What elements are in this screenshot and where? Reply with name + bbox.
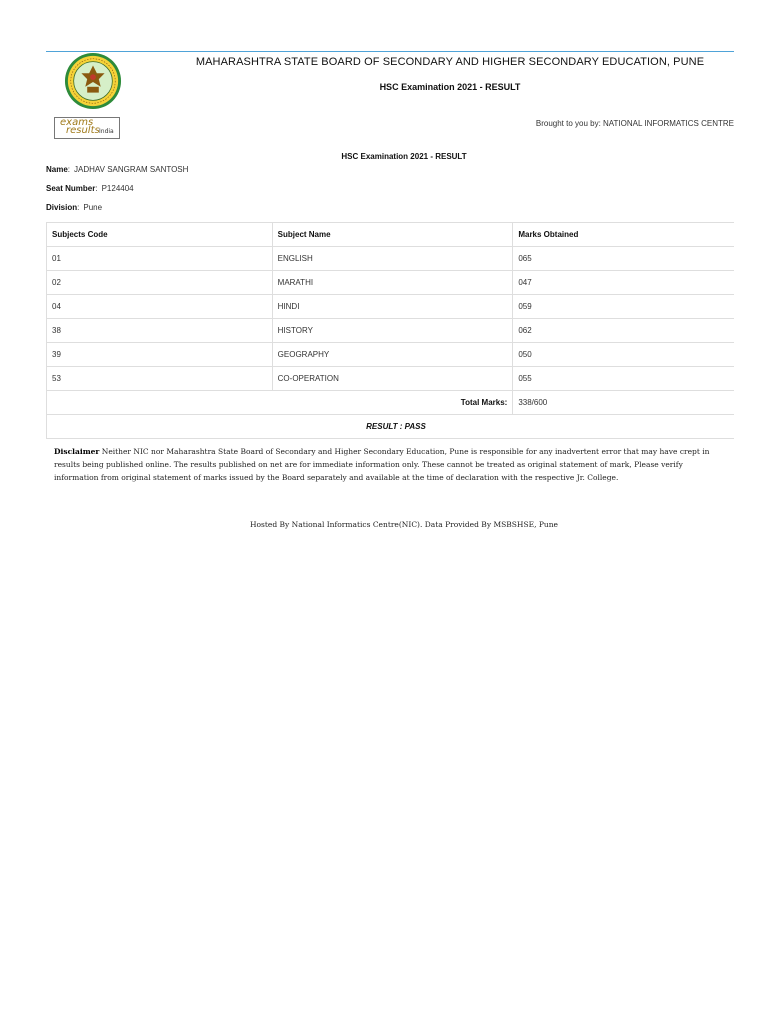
exams-results-india-logo[interactable] [54, 117, 120, 139]
brought-by-text: Brought to you by: NATIONAL INFORMATICS CENTRE [535, 119, 734, 128]
seat-number-row: Seat Number: P124404 [46, 184, 134, 193]
marks-table [46, 222, 734, 439]
disclaimer [54, 445, 734, 484]
seat-number-label: Seat Number [46, 184, 96, 193]
board-title: MAHARASHTRA STATE BOARD OF SECONDARY AND HIGHER SECONDARY EDUCATION, PUNE [195, 56, 705, 68]
logo-text-india: India [99, 128, 114, 135]
result-row [47, 415, 735, 439]
logo-text-exams: exams [60, 117, 94, 128]
marks-obtained: 059 [513, 295, 734, 319]
division-row: Division: Pune [46, 203, 103, 212]
student-name: JADHAV SANGRAM SANTOSH [74, 165, 189, 174]
table-row [47, 343, 735, 367]
result-status: RESULT : PASS [47, 415, 735, 439]
header-marks-obtained: Marks Obtained [513, 223, 734, 247]
subject-name: GEOGRAPHY [272, 343, 513, 367]
marks-obtained: 047 [513, 271, 734, 295]
table-header-row [47, 223, 735, 247]
header-subject-name: Subject Name [272, 223, 513, 247]
table-row [47, 271, 735, 295]
marks-obtained: 055 [513, 367, 734, 391]
top-rule [46, 51, 734, 52]
subject-code: 38 [47, 319, 273, 343]
marks-obtained: 050 [513, 343, 734, 367]
subject-code: 53 [47, 367, 273, 391]
disclaimer-line-2: results being published online. The results published on net are for immediate information only. These cannot be treated as original statement of mark, Please verify [54, 460, 683, 469]
disclaimer-line-1: Disclaimer Neither NIC nor Maharashtra State Board of Secondary and Higher Secondary Education, Pune is responsible for any inadvertent error that may have crept in [54, 447, 710, 456]
total-marks: 338/600 [513, 391, 734, 415]
subject-code: 39 [47, 343, 273, 367]
subject-code: 04 [47, 295, 273, 319]
division: Pune [83, 203, 103, 212]
subject-name: ENGLISH [272, 247, 513, 271]
seat-number: P124404 [101, 184, 134, 193]
logo-text-results: results [66, 125, 100, 136]
disclaimer-line-3: information from original statement of marks issued by the Board separately and available at the time of declaration with the respective Jr. College. [54, 473, 619, 482]
division-label: Division [46, 203, 78, 212]
name-label: Name [46, 165, 68, 174]
marks-obtained: 065 [513, 247, 734, 271]
result-title: HSC Examination 2021 - RESULT [341, 152, 467, 161]
marks-obtained: 062 [513, 319, 734, 343]
hosted-by-footer: Hosted By National Informatics Centre(NIC). Data Provided By MSBSHSE, Pune [250, 520, 558, 529]
table-row [47, 295, 735, 319]
subject-name: MARATHI [272, 271, 513, 295]
table-row [47, 247, 735, 271]
table-row [47, 367, 735, 391]
subject-name: HISTORY [272, 319, 513, 343]
result-page [46, 0, 734, 1024]
subject-code: 02 [47, 271, 273, 295]
header-subjects-code: Subjects Code [47, 223, 273, 247]
student-name-row: Name: JADHAV SANGRAM SANTOSH [46, 165, 189, 174]
total-row [47, 391, 735, 415]
subject-name: HINDI [272, 295, 513, 319]
subject-code: 01 [47, 247, 273, 271]
total-marks-label: Total Marks: [47, 391, 513, 415]
subject-name: CO-OPERATION [272, 367, 513, 391]
disclaimer-label: Disclaimer [54, 447, 100, 456]
exam-title-header: HSC Examination 2021 - RESULT [379, 82, 521, 92]
table-row [47, 319, 735, 343]
